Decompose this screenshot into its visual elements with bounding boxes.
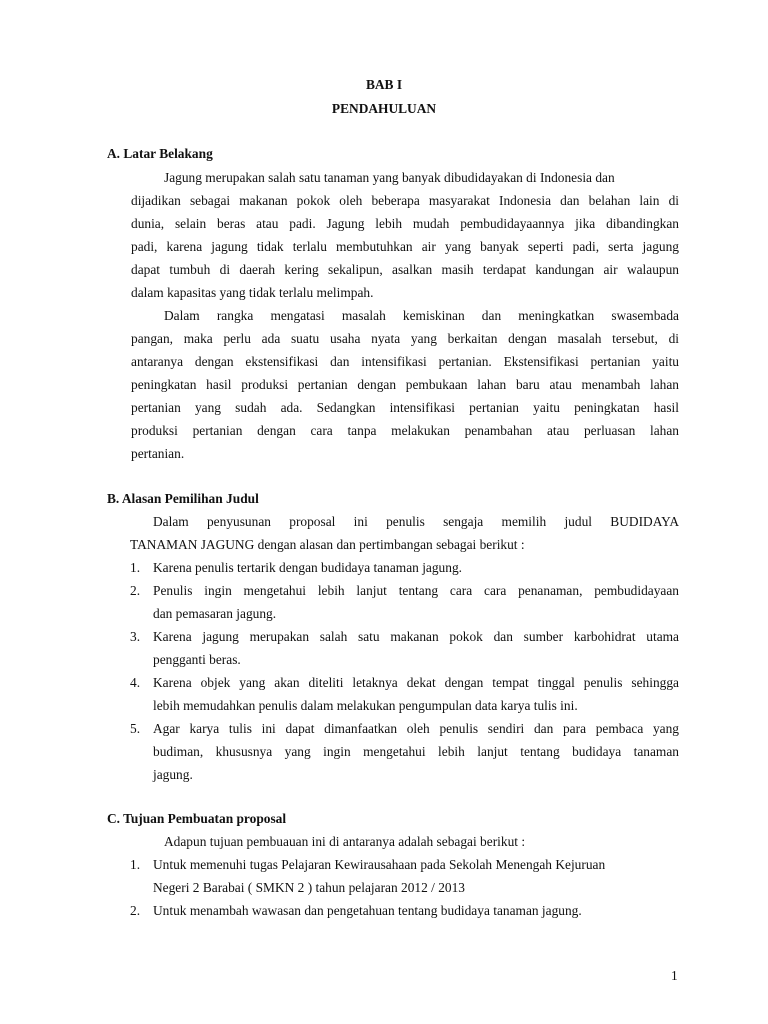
paragraph-line: dijadikan sebagai makanan pokok oleh beberapa masyarakat Indonesia dan belahan lain di bbox=[131, 193, 679, 208]
paragraph-line: TANAMAN JAGUNG dengan alasan dan pertimbangan sebagai berikut : bbox=[130, 537, 525, 552]
list-item: Untuk memenuhi tugas Pelajaran Kewirausahaan pada Sekolah Menengah Kejuruan bbox=[153, 857, 606, 872]
list-number: 4. bbox=[130, 675, 141, 690]
paragraph-line: Jagung merupakan salah satu tanaman yang banyak dibudidayakan di Indonesia dan bbox=[164, 170, 615, 185]
list-item: Agar karya tulis ini dapat dimanfaatkan oleh penulis sendiri dan para pembaca yang bbox=[153, 721, 679, 736]
list-item: Karena penulis tertarik dengan budidaya tanaman jagung. bbox=[153, 560, 462, 575]
section-b-heading: B. Alasan Pemilihan Judul bbox=[107, 491, 259, 506]
list-number: 3. bbox=[130, 629, 141, 644]
list-item: jagung. bbox=[153, 767, 193, 782]
chapter-label: BAB I bbox=[365, 77, 403, 92]
paragraph-line: Dalam penyusunan proposal ini penulis sengaja memilih judul BUDIDAYA bbox=[153, 514, 679, 529]
paragraph-line: Dalam rangka mengatasi masalah kemiskinan dan meningkatkan swasembada bbox=[164, 308, 679, 323]
paragraph-line: antaranya dengan ekstensifikasi dan intensifikasi pertanian. Ekstensifikasi pertanian yaitu bbox=[131, 354, 679, 369]
list-number: 1. bbox=[130, 560, 141, 575]
list-item: dan pemasaran jagung. bbox=[153, 606, 277, 621]
paragraph-line: Adapun tujuan pembuauan ini di antaranya adalah sebagai berikut : bbox=[164, 834, 526, 849]
list-number: 2. bbox=[130, 583, 141, 598]
list-item: lebih memudahkan penulis dalam melakukan pengumpulan data karya tulis ini. bbox=[153, 698, 578, 713]
paragraph-line: dapat tumbuh di daerah kering sekalipun, asalkan masih terdapat kandungan air walaupun bbox=[131, 262, 679, 277]
list-number: 1. bbox=[130, 857, 141, 872]
paragraph-line: pangan, maka perlu ada suatu usaha nyata yang berkaitan dengan masalah tersebut, di bbox=[131, 331, 679, 346]
paragraph-line: dalam kapasitas yang tidak terlalu melimpah. bbox=[131, 285, 374, 300]
list-item: Negeri 2 Barabai ( SMKN 2 ) tahun pelajaran 2012 / 2013 bbox=[153, 880, 465, 895]
list-item: Penulis ingin mengetahui lebih lanjut tentang cara cara penanaman, pembudidayaan bbox=[153, 583, 679, 598]
list-item: budiman, khususnya yang ingin mengetahui lebih lanjut tentang budidaya tanaman bbox=[153, 744, 679, 759]
paragraph-line: pertanian. bbox=[131, 446, 185, 461]
page-number: 1 bbox=[671, 968, 678, 983]
list-item: Untuk menambah wawasan dan pengetahuan tentang budidaya tanaman jagung. bbox=[153, 903, 582, 918]
list-item: Karena objek yang akan diteliti letaknya dekat dengan tempat tinggal penulis sehingga bbox=[153, 675, 679, 690]
section-c-heading: C. Tujuan Pembuatan proposal bbox=[107, 811, 287, 826]
paragraph-line: padi, karena jagung tidak terlalu membutuhkan air yang banyak seperti padi, serta jagung bbox=[131, 239, 679, 254]
chapter-title: PENDAHULUAN bbox=[331, 101, 437, 116]
paragraph-line: dunia, selain beras atau padi. Jagung lebih mudah pembudidayaannya jika dibandingkan bbox=[131, 216, 679, 231]
paragraph-line: peningkatan hasil produksi pertanian dengan pembukaan lahan baru atau menambah lahan bbox=[131, 377, 679, 392]
list-item: pengganti beras. bbox=[153, 652, 241, 667]
section-a-heading: A. Latar Belakang bbox=[107, 146, 213, 161]
paragraph-line: pertanian yang sudah ada. Sedangkan intensifikasi pertanian yaitu peningkatan hasil bbox=[131, 400, 679, 415]
paragraph-line: produksi pertanian dengan cara tanpa melakukan penambahan atau perluasan lahan bbox=[131, 423, 679, 438]
list-number: 5. bbox=[130, 721, 141, 736]
list-number: 2. bbox=[130, 903, 141, 918]
list-item: Karena jagung merupakan salah satu makanan pokok dan sumber karbohidrat utama bbox=[153, 629, 679, 644]
